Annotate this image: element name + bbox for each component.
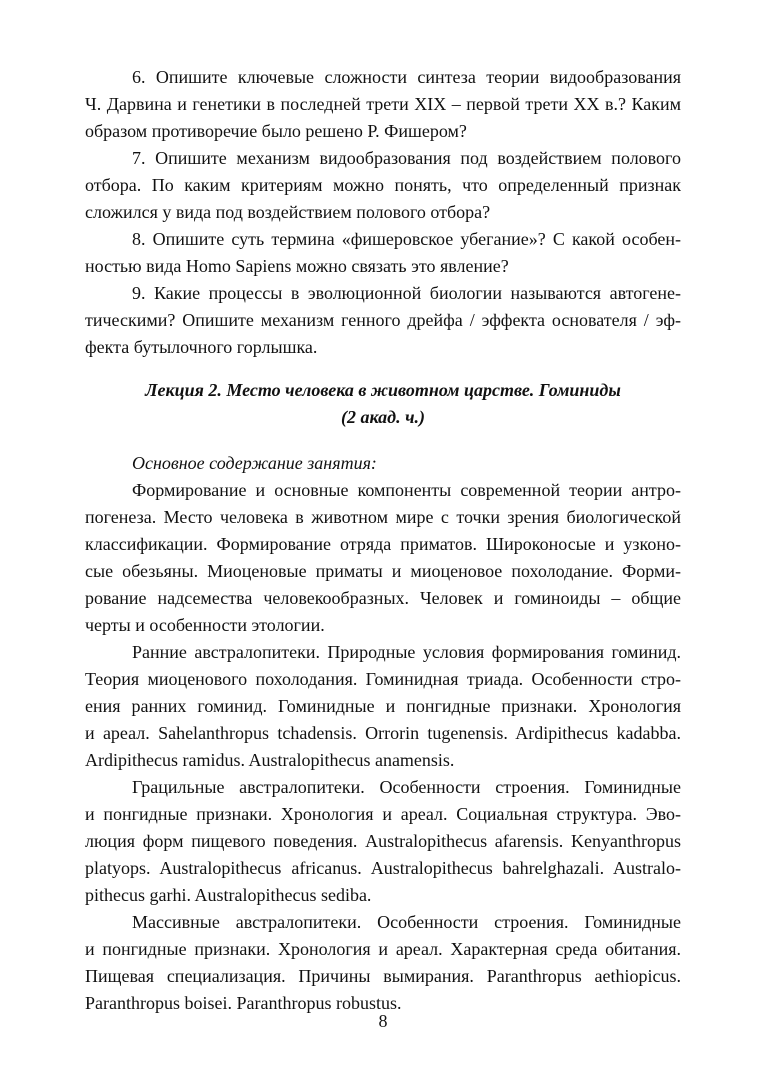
text-line: platyops. Australopithecus africanus. Australopithecus bahrelghazali. Australo- bbox=[85, 858, 681, 878]
lecture-2-heading bbox=[85, 377, 681, 431]
question-8 bbox=[85, 226, 681, 280]
topics-paragraph-2 bbox=[85, 639, 681, 774]
text-line: Paranthropus boisei. Paranthropus robustus. bbox=[85, 993, 402, 1013]
text-line: Формирование и основные компоненты современной теории антро- bbox=[132, 480, 681, 500]
text-line: и понгидные признаки. Хронология и ареал. Социальная структура. Эво- bbox=[85, 804, 681, 824]
topics-paragraph-3 bbox=[85, 774, 681, 909]
text-line: люция форм пищевого поведения. Australopithecus afarensis. Kenyanthropus bbox=[85, 831, 681, 851]
text-line: 7. Опишите механизм видообразования под воздействием полового bbox=[132, 148, 681, 168]
text-line: Основное содержание занятия: bbox=[132, 453, 377, 473]
text-line: образом противоречие было решено Р. Фишером? bbox=[85, 121, 467, 141]
text-line: рование надсемества человекообразных. Человек и гоминоиды – общие bbox=[85, 588, 681, 608]
text-line: и ареал. Sahelanthropus tchadensis. Orrorin tugenensis. Ardipithecus kadabba. bbox=[85, 723, 681, 743]
text-line: (2 акад. ч.) bbox=[340, 407, 426, 427]
section-label bbox=[85, 450, 681, 477]
text-line: Теория миоценового похолодания. Гоминидная триада. Особенности стро- bbox=[85, 669, 681, 689]
text-line: Массивные австралопитеки. Особенности строения. Гоминидные bbox=[132, 912, 681, 932]
text-line: и понгидные признаки. Хронология и ареал. Характерная среда обитания. bbox=[85, 939, 681, 959]
text-line: 9. Какие процессы в эволюционной биологии называются автогене- bbox=[132, 283, 681, 303]
text-line: тическими? Опишите механизм генного дрейфа / эффекта основателя / эф- bbox=[85, 310, 681, 330]
text-line: 6. Опишите ключевые сложности синтеза теории видообразования bbox=[132, 67, 681, 87]
text-line: фекта бутылочного горлышка. bbox=[85, 337, 318, 357]
text-line: Ardipithecus ramidus. Australopithecus anamensis. bbox=[85, 750, 455, 770]
text-line: сложился у вида под воздействием полового отбора? bbox=[85, 202, 491, 222]
text-body bbox=[85, 64, 681, 1017]
text-line: ностью вида Homo Sapiens можно связать это явление? bbox=[85, 256, 509, 276]
text-line: Ч. Дарвина и генетики в последней трети XIX – первой трети XX в.? Каким bbox=[85, 94, 681, 114]
text-line: pithecus garhi. Australopithecus sediba. bbox=[85, 885, 372, 905]
text-line: ения ранних гоминид. Гоминидные и понгидные признаки. Хронология bbox=[85, 696, 681, 716]
text-line: черты и особенности этологии. bbox=[85, 615, 325, 635]
page-number: 8 bbox=[378, 1011, 388, 1031]
text-line: Пищевая специализация. Причины вымирания. Paranthropus aethiopicus. bbox=[85, 966, 681, 986]
text-line: 8. Опишите суть термина «фишеровское убегание»? С какой особен- bbox=[132, 229, 681, 249]
text-line: Ранние австралопитеки. Природные условия формирования гоминид. bbox=[132, 642, 681, 662]
question-9 bbox=[85, 280, 681, 361]
question-6 bbox=[85, 64, 681, 145]
text-line: погенеза. Место человека в животном мире с точки зрения биологической bbox=[85, 507, 681, 527]
text-line: сые обезьяны. Миоценовые приматы и миоценовое похолодание. Форми- bbox=[85, 561, 681, 581]
topics-paragraph-4 bbox=[85, 909, 681, 1017]
text-line: Грацильные австралопитеки. Особенности строения. Гоминидные bbox=[132, 777, 681, 797]
topics-paragraph-1 bbox=[85, 477, 681, 639]
text-line: классификации. Формирование отряда приматов. Широконосые и узконо- bbox=[85, 534, 681, 554]
text-line: отбора. По каким критериям можно понять, что определенный признак bbox=[85, 175, 681, 195]
question-7 bbox=[85, 145, 681, 226]
text-line: Лекция 2. Место человека в животном царстве. Гоминиды bbox=[145, 380, 621, 400]
